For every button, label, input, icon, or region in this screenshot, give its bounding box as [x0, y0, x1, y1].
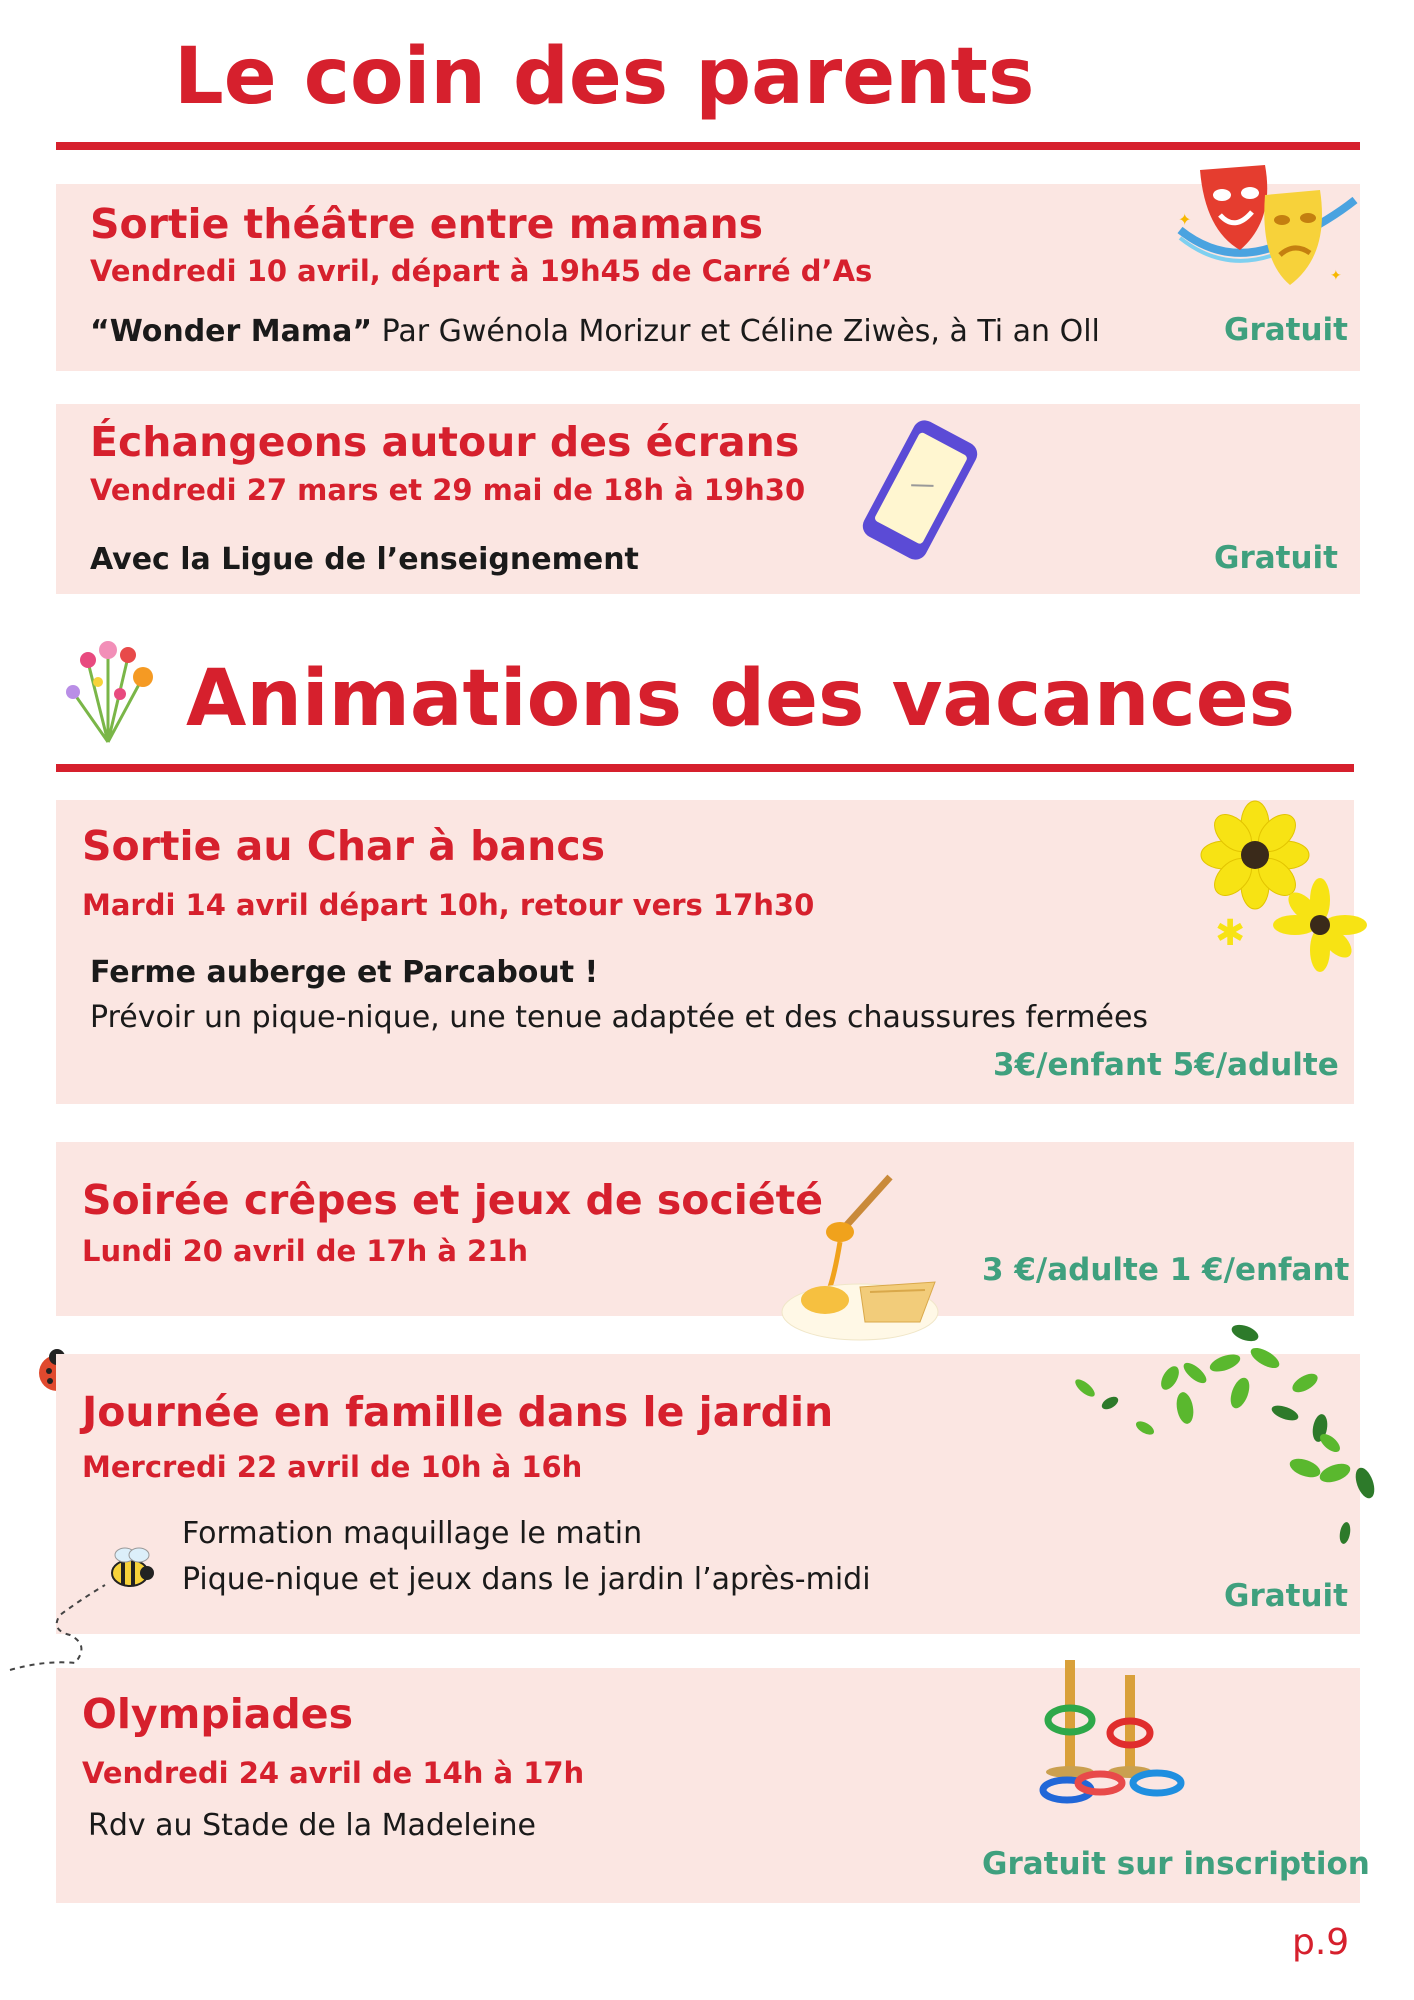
bee-icon	[5, 1545, 160, 1675]
section-title-vacances: Animations des vacances	[186, 654, 1296, 744]
event-price: Gratuit	[1224, 312, 1348, 348]
theater-masks-icon	[1170, 160, 1360, 290]
event-title: Journée en famille dans le jardin	[82, 1388, 834, 1436]
section-title-parents: Le coin des parents	[174, 32, 1035, 122]
event-line: Rdv au Stade de la Madeleine	[88, 1808, 536, 1843]
show-name: “Wonder Mama”	[90, 314, 373, 349]
event-title: Échangeons autour des écrans	[90, 418, 800, 466]
event-line: Pique-nique et jeux dans le jardin l’après-midi	[182, 1562, 871, 1597]
event-title: Soirée crêpes et jeux de société	[82, 1176, 824, 1224]
show-info: Par Gwénola Morizur et Céline Ziwès, à Ti an Oll	[372, 314, 1100, 349]
event-title: Sortie au Char à bancs	[82, 822, 606, 870]
flower-bouquet-icon	[58, 622, 158, 747]
event-date: Mardi 14 avril départ 10h, retour vers 17h30	[82, 888, 815, 922]
event-price: Gratuit	[1214, 540, 1338, 576]
event-detail	[90, 314, 1100, 349]
leaves-icon	[1065, 1318, 1385, 1558]
section-divider	[56, 142, 1360, 150]
event-title: Olympiades	[82, 1690, 353, 1738]
event-date: Vendredi 24 avril de 14h à 17h	[82, 1756, 585, 1790]
event-price: Gratuit sur inscription	[982, 1846, 1370, 1882]
section-divider	[56, 764, 1354, 772]
ring-toss-icon	[1035, 1655, 1195, 1815]
event-date: Lundi 20 avril de 17h à 21h	[82, 1234, 529, 1268]
svg-text:✱: ✱	[1215, 913, 1246, 954]
event-date: Mercredi 22 avril de 10h à 16h	[82, 1450, 583, 1484]
event-title: Sortie théâtre entre mamans	[90, 200, 764, 248]
event-detail: Avec la Ligue de l’enseignement	[90, 542, 639, 577]
event-price: Gratuit	[1224, 1578, 1348, 1614]
event-card-crepes	[56, 1142, 1354, 1316]
svg-text:✦: ✦	[1330, 268, 1342, 284]
event-line: Formation maquillage le matin	[182, 1516, 643, 1551]
event-price: 3 €/adulte 1 €/enfant	[982, 1252, 1350, 1288]
event-line: Prévoir un pique-nique, une tenue adaptée et des chaussures fermées	[90, 1000, 1149, 1035]
smartphone-icon	[855, 420, 985, 560]
event-price: 3€/enfant 5€/adulte	[993, 1047, 1339, 1083]
event-line: Ferme auberge et Parcabout !	[90, 955, 599, 990]
event-date: Vendredi 10 avril, départ à 19h45 de Carré d’As	[90, 254, 873, 288]
sunflower-icon	[1195, 805, 1370, 975]
svg-text:✦: ✦	[1178, 210, 1192, 229]
crepes-honey-icon	[785, 1172, 945, 1342]
event-date: Vendredi 27 mars et 29 mai de 18h à 19h30	[90, 473, 806, 507]
page-number: p.9	[1292, 1922, 1350, 1963]
